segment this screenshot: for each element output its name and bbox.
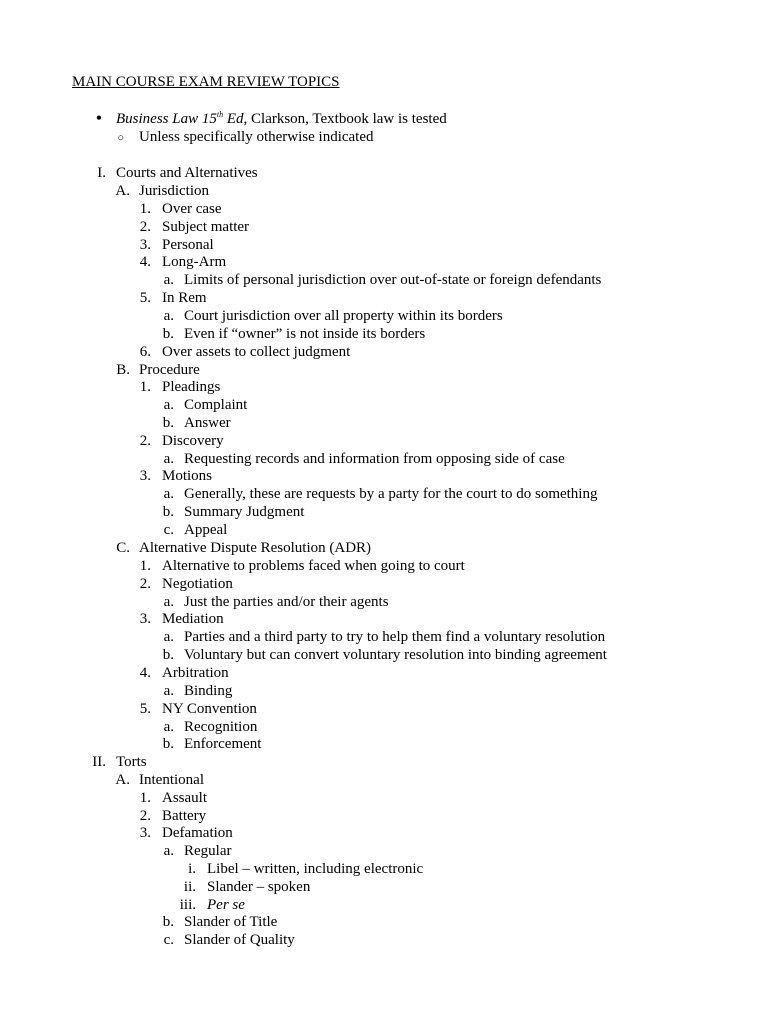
outline-text: Jurisdiction bbox=[139, 183, 209, 199]
outline-item bbox=[0, 521, 768, 539]
intro-bullet-text bbox=[116, 110, 447, 128]
outline-item bbox=[0, 735, 768, 753]
outline-text: Voluntary but can convert voluntary resolution into binding agreement bbox=[184, 647, 607, 663]
outline-marker: b. bbox=[162, 326, 174, 342]
outline-marker: c. bbox=[163, 522, 174, 538]
outline-item bbox=[0, 182, 768, 200]
outline-marker: a. bbox=[163, 397, 174, 413]
outline-text: Per se bbox=[207, 897, 245, 913]
outline-text: Discovery bbox=[162, 433, 224, 449]
outline-item bbox=[0, 164, 768, 182]
outline-item bbox=[0, 931, 768, 949]
outline-marker: 2. bbox=[139, 576, 151, 592]
outline-text: Libel – written, including electronic bbox=[207, 861, 424, 877]
outline-marker: C. bbox=[116, 540, 130, 556]
outline-text: Motions bbox=[162, 468, 213, 484]
outline-marker: 3. bbox=[139, 468, 151, 484]
outline-item bbox=[0, 414, 768, 432]
outline-text: Personal bbox=[162, 237, 214, 253]
outline-item bbox=[0, 664, 768, 682]
outline-marker: 3. bbox=[139, 825, 151, 841]
outline-text: Battery bbox=[162, 808, 207, 824]
outline-item bbox=[0, 718, 768, 736]
circle-bullet-icon: ○ bbox=[117, 132, 124, 144]
outline-marker: 5. bbox=[139, 290, 151, 306]
outline-marker: b. bbox=[162, 914, 174, 930]
outline-item bbox=[0, 467, 768, 485]
outline-marker: 3. bbox=[139, 237, 151, 253]
outline-text: Intentional bbox=[139, 772, 204, 788]
outline-item bbox=[0, 593, 768, 611]
outline-marker: 3. bbox=[139, 611, 151, 627]
outline-item bbox=[0, 789, 768, 807]
edition-label: Ed bbox=[223, 111, 244, 127]
outline-marker: i. bbox=[188, 861, 196, 877]
outline-text: Parties and a third party to try to help them find a voluntary resolution bbox=[184, 629, 606, 645]
intro-rest: , Clarkson, Textbook law is tested bbox=[243, 111, 447, 127]
outline-text: Over case bbox=[162, 201, 222, 217]
outline-text: Enforcement bbox=[184, 736, 262, 752]
outline-item bbox=[0, 200, 768, 218]
outline-text: Complaint bbox=[184, 397, 248, 413]
outline-text: Recognition bbox=[184, 719, 258, 735]
outline-marker: a. bbox=[163, 594, 174, 610]
outline-marker: 1. bbox=[139, 558, 151, 574]
outline-text: Appeal bbox=[184, 522, 228, 538]
outline-item bbox=[0, 361, 768, 379]
outline-item bbox=[0, 378, 768, 396]
outline-marker: a. bbox=[163, 629, 174, 645]
outline-marker: b. bbox=[162, 736, 174, 752]
intro-sub-text: Unless specifically otherwise indicated bbox=[139, 129, 374, 145]
outline-marker: 4. bbox=[139, 665, 151, 681]
outline-item bbox=[0, 271, 768, 289]
outline-text: Torts bbox=[116, 754, 147, 770]
outline-item bbox=[0, 896, 768, 914]
outline-text: Answer bbox=[184, 415, 231, 431]
outline-text: Summary Judgment bbox=[184, 504, 305, 520]
outline-item bbox=[0, 753, 768, 771]
outline-text: Court jurisdiction over all property within its borders bbox=[184, 308, 503, 324]
outline-marker: a. bbox=[163, 719, 174, 735]
outline-text: Courts and Alternatives bbox=[116, 165, 258, 181]
outline-item bbox=[0, 878, 768, 896]
outline-marker: 2. bbox=[139, 808, 151, 824]
outline-marker: a. bbox=[163, 451, 174, 467]
outline-item bbox=[0, 253, 768, 271]
outline-item bbox=[0, 325, 768, 343]
outline-text: Mediation bbox=[162, 611, 224, 627]
outline-item bbox=[0, 628, 768, 646]
outline-marker: 2. bbox=[139, 219, 151, 235]
outline-marker: 1. bbox=[139, 379, 151, 395]
outline-marker: A. bbox=[115, 183, 130, 199]
outline-item bbox=[0, 807, 768, 825]
outline-text: Negotiation bbox=[162, 576, 233, 592]
outline-item bbox=[0, 842, 768, 860]
outline-text: Procedure bbox=[139, 362, 200, 378]
outline-item bbox=[0, 539, 768, 557]
outline-marker: c. bbox=[163, 932, 174, 948]
outline-text: Long-Arm bbox=[162, 254, 227, 270]
outline-item bbox=[0, 913, 768, 931]
outline-marker: 1. bbox=[139, 201, 151, 217]
outline-item bbox=[0, 682, 768, 700]
outline-text: Slander – spoken bbox=[207, 879, 311, 895]
outline-text: Alternative to problems faced when going to court bbox=[162, 558, 465, 574]
edition-superscript: th bbox=[216, 110, 224, 119]
outline-text: Pleadings bbox=[162, 379, 221, 395]
outline-item bbox=[0, 432, 768, 450]
outline-marker: A. bbox=[115, 772, 130, 788]
outline-marker: B. bbox=[116, 362, 130, 378]
outline-item bbox=[0, 289, 768, 307]
outline-text: Just the parties and/or their agents bbox=[184, 594, 389, 610]
outline-item bbox=[0, 824, 768, 842]
outline-item bbox=[0, 218, 768, 236]
outline-item bbox=[0, 485, 768, 503]
outline-marker: iii. bbox=[179, 897, 196, 913]
outline-text: Binding bbox=[184, 683, 233, 699]
outline-marker: a. bbox=[163, 486, 174, 502]
outline-item bbox=[0, 646, 768, 664]
page-title: MAIN COURSE EXAM REVIEW TOPICS bbox=[72, 74, 340, 90]
intro-sub-bullet bbox=[0, 128, 768, 146]
outline-item bbox=[0, 503, 768, 521]
outline-marker: 6. bbox=[139, 344, 151, 360]
outline-text: Over assets to collect judgment bbox=[162, 344, 351, 360]
outline-marker: ii. bbox=[183, 879, 196, 895]
outline-marker: 2. bbox=[139, 433, 151, 449]
outline-item bbox=[0, 450, 768, 468]
outline-item bbox=[0, 396, 768, 414]
outline-text: Even if “owner” is not inside its borders bbox=[184, 326, 426, 342]
outline-marker: 5. bbox=[139, 701, 151, 717]
outline-marker: b. bbox=[162, 647, 174, 663]
outline-marker: a. bbox=[163, 308, 174, 324]
outline-marker: b. bbox=[162, 415, 174, 431]
outline-text: Requesting records and information from opposing side of case bbox=[184, 451, 565, 467]
outline-text: Defamation bbox=[162, 825, 233, 841]
outline-item bbox=[0, 307, 768, 325]
outline-marker: a. bbox=[163, 272, 174, 288]
outline-text: Limits of personal jurisdiction over out-of-state or foreign defendants bbox=[184, 272, 602, 288]
outline-marker: b. bbox=[162, 504, 174, 520]
outline-text: Slander of Title bbox=[184, 914, 278, 930]
outline-item bbox=[0, 575, 768, 593]
intro-bullet bbox=[0, 110, 768, 128]
outline-text: Slander of Quality bbox=[184, 932, 295, 948]
outline-text: In Rem bbox=[162, 290, 207, 306]
outline-text: Assault bbox=[162, 790, 207, 806]
outline-item bbox=[0, 610, 768, 628]
outline-text: Alternative Dispute Resolution (ADR) bbox=[139, 540, 372, 556]
outline-text: Subject matter bbox=[162, 219, 250, 235]
outline-marker: a. bbox=[163, 843, 174, 859]
outline-marker: a. bbox=[163, 683, 174, 699]
outline-text: Arbitration bbox=[162, 665, 229, 681]
bullet-icon: • bbox=[95, 108, 102, 128]
outline-item bbox=[0, 557, 768, 575]
outline-item bbox=[0, 860, 768, 878]
outline-marker: I. bbox=[97, 165, 106, 181]
outline-marker: 4. bbox=[139, 254, 151, 270]
outline-text: Regular bbox=[184, 843, 232, 859]
book-title: Business Law 15 bbox=[116, 111, 217, 127]
outline-marker: 1. bbox=[139, 790, 151, 806]
outline-marker: II. bbox=[92, 754, 106, 770]
outline-text: Generally, these are requests by a party for the court to do something bbox=[184, 486, 598, 502]
outline-item bbox=[0, 236, 768, 254]
outline-item bbox=[0, 700, 768, 718]
outline-text: NY Convention bbox=[162, 701, 257, 717]
outline-item bbox=[0, 771, 768, 789]
outline-item bbox=[0, 343, 768, 361]
